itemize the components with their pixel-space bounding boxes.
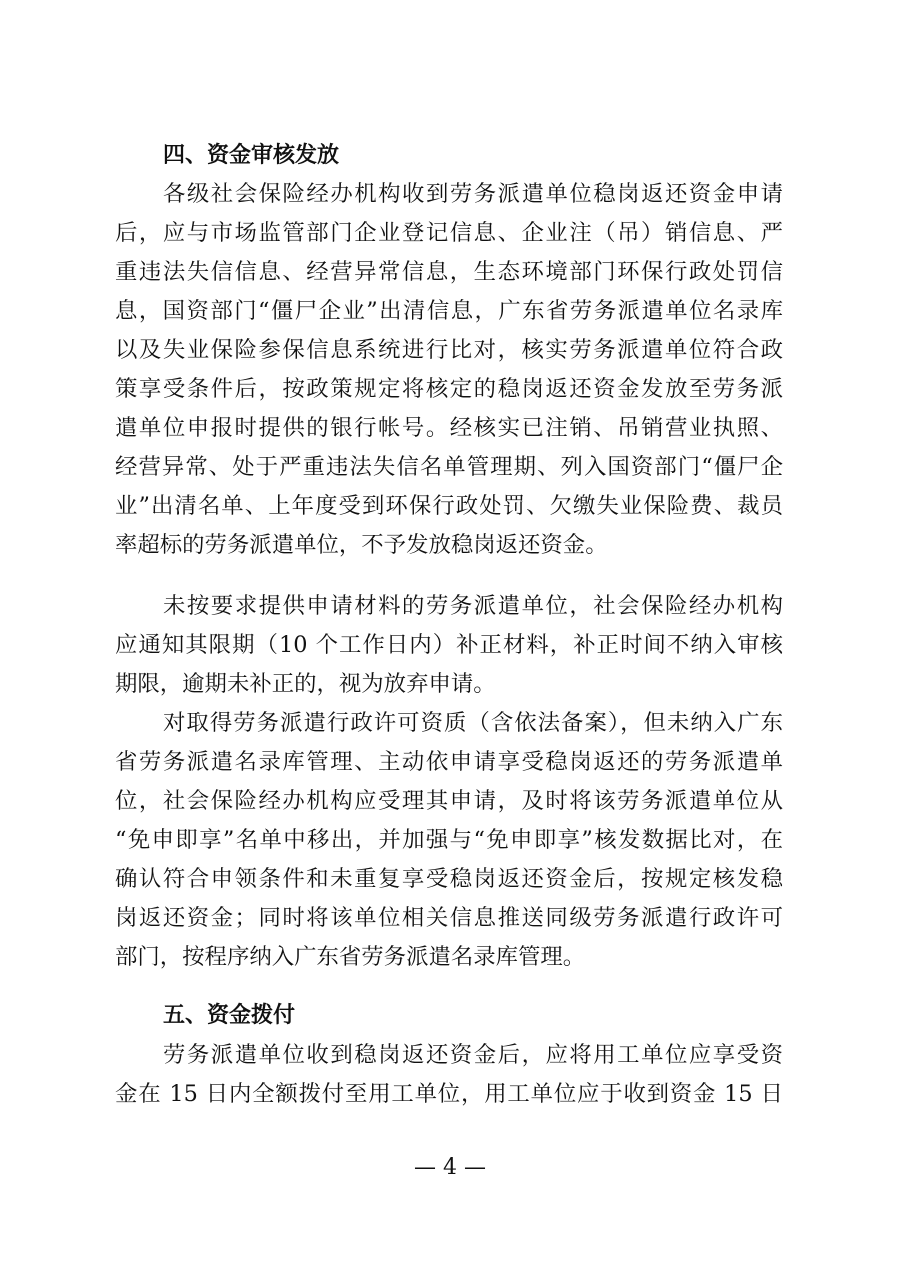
paragraph-line: 对取得劳务派遣行政许可资质（含依法备案），但未纳入广东 <box>163 710 783 736</box>
paragraph-line: 业”出清名单、上年度受到环保行政处罚、欠缴失业保险费、裁员 <box>115 493 783 519</box>
section-heading-funds-review: 四、资金审核发放 <box>163 143 340 168</box>
paragraph-line: 率超标的劳务派遣单位，不予发放稳岗返还资金。 <box>115 532 608 558</box>
paragraph-line: 确认符合申领条件和未重复享受稳岗返还资金后，按规定核发稳 <box>115 866 783 892</box>
paragraph-line: 省劳务派遣名录库管理、主动依申请享受稳岗返还的劳务派遣单 <box>115 749 783 775</box>
paragraph-line: 后，应与市场监管部门企业登记信息、企业注（吊）销信息、严 <box>115 220 783 246</box>
paragraph-line: 岗返还资金；同时将该单位相关信息推送同级劳务派遣行政许可 <box>115 905 783 931</box>
paragraph-line: “免申即享”名单中移出，并加强与“免申即享”核发数据比对，在 <box>115 827 783 853</box>
paragraph-line: 各级社会保险经办机构收到劳务派遣单位稳岗返还资金申请 <box>163 181 783 207</box>
paragraph-line: 策享受条件后，按政策规定将核定的稳岗返还资金发放至劳务派 <box>115 376 783 402</box>
paragraph-line: 重违法失信信息、经营异常信息，生态环境部门环保行政处罚信 <box>115 259 783 285</box>
paragraph-line: 金在 15 日内全额拨付至用工单位，用工单位应于收到资金 15 日 <box>115 1081 783 1107</box>
paragraph-line: 期限，逾期未补正的，视为放弃申请。 <box>115 671 496 697</box>
paragraph-line: 劳务派遣单位收到稳岗返还资金后，应将用工单位应享受资 <box>163 1042 783 1068</box>
paragraph-line: 未按要求提供申请材料的劳务派遣单位，社会保险经办机构 <box>163 593 783 619</box>
paragraph-line: 经营异常、处于严重违法失信名单管理期、列入国资部门“僵尸企 <box>115 454 783 480</box>
paragraph-line: 应通知其限期（10 个工作日内）补正材料，补正时间不纳入审核 <box>115 632 783 658</box>
paragraph-line: 部门，按程序纳入广东省劳务派遣名录库管理。 <box>115 944 586 970</box>
paragraph-line: 遣单位申报时提供的银行帐号。经核实已注销、吊销营业执照、 <box>115 415 783 441</box>
paragraph-line: 以及失业保险参保信息系统进行比对，核实劳务派遣单位符合政 <box>115 337 783 363</box>
paragraph-line: 息，国资部门“僵尸企业”出清信息，广东省劳务派遣单位名录库 <box>115 298 783 324</box>
paragraph-line: 位，社会保险经办机构应受理其申请，及时将该劳务派遣单位从 <box>115 788 783 814</box>
section-heading-funds-disbursement: 五、资金拨付 <box>163 1003 296 1028</box>
page-number: — 4 — <box>414 1155 486 1180</box>
